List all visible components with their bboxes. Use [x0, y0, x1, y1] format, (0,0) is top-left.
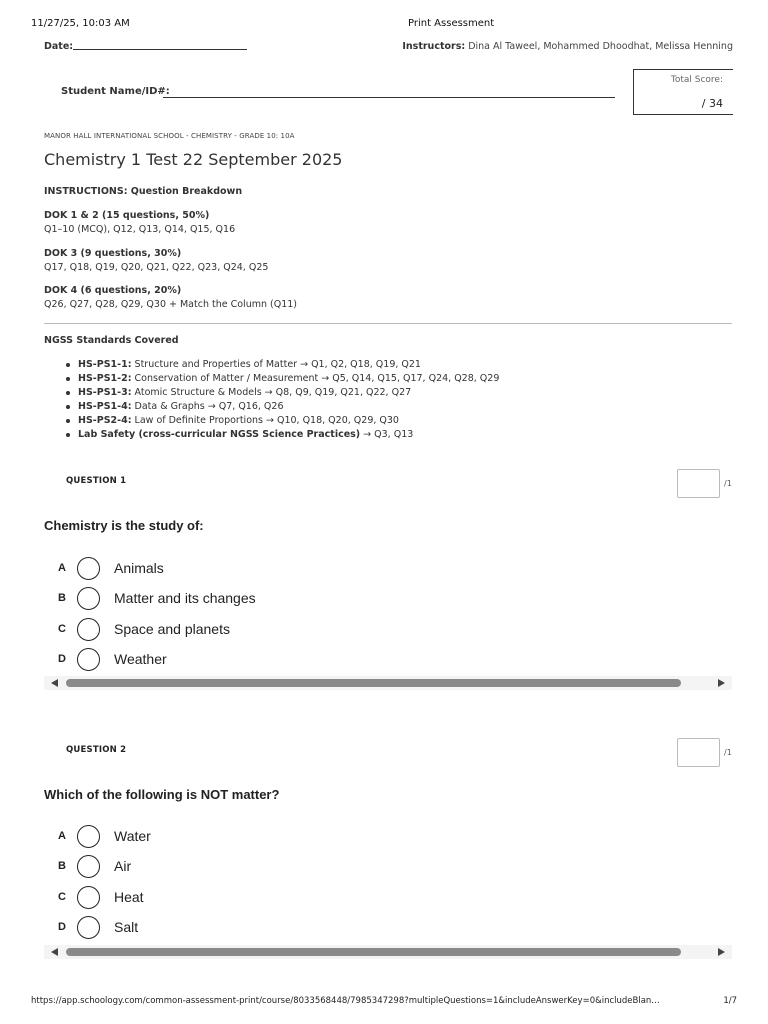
answer-option[interactable]	[0, 646, 768, 674]
total-score-value: / 34	[701, 97, 723, 110]
question-label: QUESTION 1	[66, 476, 127, 486]
ngss-heading: NGSS Standards Covered	[44, 335, 179, 346]
print-title: Print Assessment	[408, 18, 495, 29]
page-title: Chemistry 1 Test 22 September 2025	[44, 150, 343, 169]
ngss-text: Structure and Properties of Matter → Q1, Q2, Q18, Q19, Q21	[131, 359, 421, 370]
instructors-label: Instructors:	[402, 41, 466, 52]
student-name-line	[163, 97, 615, 98]
ngss-list	[78, 359, 499, 443]
option-text: Weather	[114, 651, 167, 667]
ngss-item	[78, 401, 499, 415]
dok-group-title: DOK 4 (6 questions, 20%)	[44, 285, 182, 296]
option-text: Water	[114, 828, 151, 844]
answer-option[interactable]	[0, 884, 768, 912]
answer-option[interactable]	[0, 823, 768, 851]
question-block	[0, 745, 768, 985]
ngss-item	[78, 429, 499, 443]
dok-group-detail: Q17, Q18, Q19, Q20, Q21, Q22, Q23, Q24, Q25	[44, 262, 269, 273]
scroll-left-arrow-icon[interactable]	[51, 948, 58, 956]
ngss-code: HS-PS1-2:	[78, 373, 132, 384]
answer-option[interactable]	[0, 555, 768, 583]
scroll-right-arrow-icon[interactable]	[718, 948, 725, 956]
ngss-code: HS-PS1-3:	[78, 387, 132, 398]
option-letter: B	[58, 860, 66, 872]
ngss-code: HS-PS2-4:	[78, 415, 132, 426]
ngss-code: HS-PS1-4:	[78, 401, 132, 412]
student-name-label: Student Name/ID#:	[61, 86, 170, 97]
ngss-text: Data & Graphs → Q7, Q16, Q26	[131, 401, 284, 412]
section-divider	[44, 323, 732, 324]
option-text: Air	[114, 858, 132, 874]
date-line	[73, 49, 247, 50]
option-letter: A	[58, 562, 66, 574]
footer-url: https://app.schoology.com/common-assessment-print/course/8033568448/7985347298?multipleQuestions=1&includeAnswerKey=0&includeBlan…	[31, 996, 660, 1006]
dok-group-detail: Q1–10 (MCQ), Q12, Q13, Q14, Q15, Q16	[44, 224, 236, 235]
option-radio[interactable]	[77, 855, 100, 878]
ngss-item	[78, 415, 499, 429]
option-radio[interactable]	[77, 916, 100, 939]
ngss-code: Lab Safety (cross-curricular NGSS Science Practices)	[78, 429, 361, 440]
print-header	[0, 0, 768, 30]
horizontal-scrollbar[interactable]	[44, 676, 732, 690]
instructions-heading: INSTRUCTIONS: Question Breakdown	[44, 186, 243, 197]
option-radio[interactable]	[77, 618, 100, 641]
option-letter: A	[58, 830, 66, 842]
scroll-right-arrow-icon[interactable]	[718, 679, 725, 687]
scrollbar-thumb[interactable]	[66, 948, 681, 956]
horizontal-scrollbar[interactable]	[44, 945, 732, 959]
ngss-text: Law of Definite Proportions → Q10, Q18, Q20, Q29, Q30	[131, 415, 399, 426]
ngss-item	[78, 373, 499, 387]
question-text: Chemistry is the study of:	[44, 518, 204, 533]
option-radio[interactable]	[77, 557, 100, 580]
question-label: QUESTION 2	[66, 745, 127, 755]
scrollbar-thumb[interactable]	[66, 679, 681, 687]
question-out-of: /1	[724, 479, 732, 488]
dok-group-title: DOK 1 & 2 (15 questions, 50%)	[44, 210, 210, 221]
answer-option[interactable]	[0, 914, 768, 942]
question-out-of: /1	[724, 748, 732, 757]
option-text: Heat	[114, 889, 144, 905]
ngss-text: → Q3, Q13	[360, 429, 414, 440]
option-letter: C	[58, 891, 66, 903]
option-radio[interactable]	[77, 648, 100, 671]
question-block	[0, 476, 768, 716]
ngss-text: Atomic Structure & Models → Q8, Q9, Q19, Q21, Q22, Q27	[131, 387, 412, 398]
option-letter: D	[58, 653, 66, 665]
total-score-box	[633, 69, 733, 115]
option-text: Space and planets	[114, 621, 230, 637]
option-letter: C	[58, 623, 66, 635]
ngss-text: Conservation of Matter / Measurement → Q5, Q14, Q15, Q17, Q24, Q28, Q29	[131, 373, 500, 384]
answer-option[interactable]	[0, 585, 768, 613]
option-radio[interactable]	[77, 587, 100, 610]
option-text: Salt	[114, 919, 139, 935]
question-score-input[interactable]	[677, 738, 720, 767]
ngss-code: HS-PS1-1:	[78, 359, 132, 370]
dok-group-detail: Q26, Q27, Q28, Q29, Q30 + Match the Column (Q11)	[44, 299, 297, 310]
option-letter: D	[58, 921, 66, 933]
option-letter: B	[58, 592, 66, 604]
answer-option[interactable]	[0, 616, 768, 644]
question-text: Which of the following is NOT matter?	[44, 787, 280, 802]
dok-group-title: DOK 3 (9 questions, 30%)	[44, 248, 182, 259]
question-score-input[interactable]	[677, 469, 720, 498]
school-line: MANOR HALL INTERNATIONAL SCHOOL - CHEMISTRY - GRADE 10: 10A	[44, 132, 295, 140]
print-datetime: 11/27/25, 10:03 AM	[31, 18, 130, 29]
instructors-value: Dina Al Taweel, Mohammed Dhoodhat, Melissa Henning	[468, 41, 733, 52]
option-radio[interactable]	[77, 825, 100, 848]
total-score-label: Total Score:	[670, 75, 723, 85]
ngss-item	[78, 387, 499, 401]
date-label: Date:	[44, 41, 74, 52]
option-text: Matter and its changes	[114, 590, 256, 606]
answer-option[interactable]	[0, 853, 768, 881]
scroll-left-arrow-icon[interactable]	[51, 679, 58, 687]
instructors	[402, 41, 733, 52]
footer-page-number: 1/7	[723, 996, 737, 1006]
ngss-item	[78, 359, 499, 373]
option-text: Animals	[114, 560, 164, 576]
option-radio[interactable]	[77, 886, 100, 909]
